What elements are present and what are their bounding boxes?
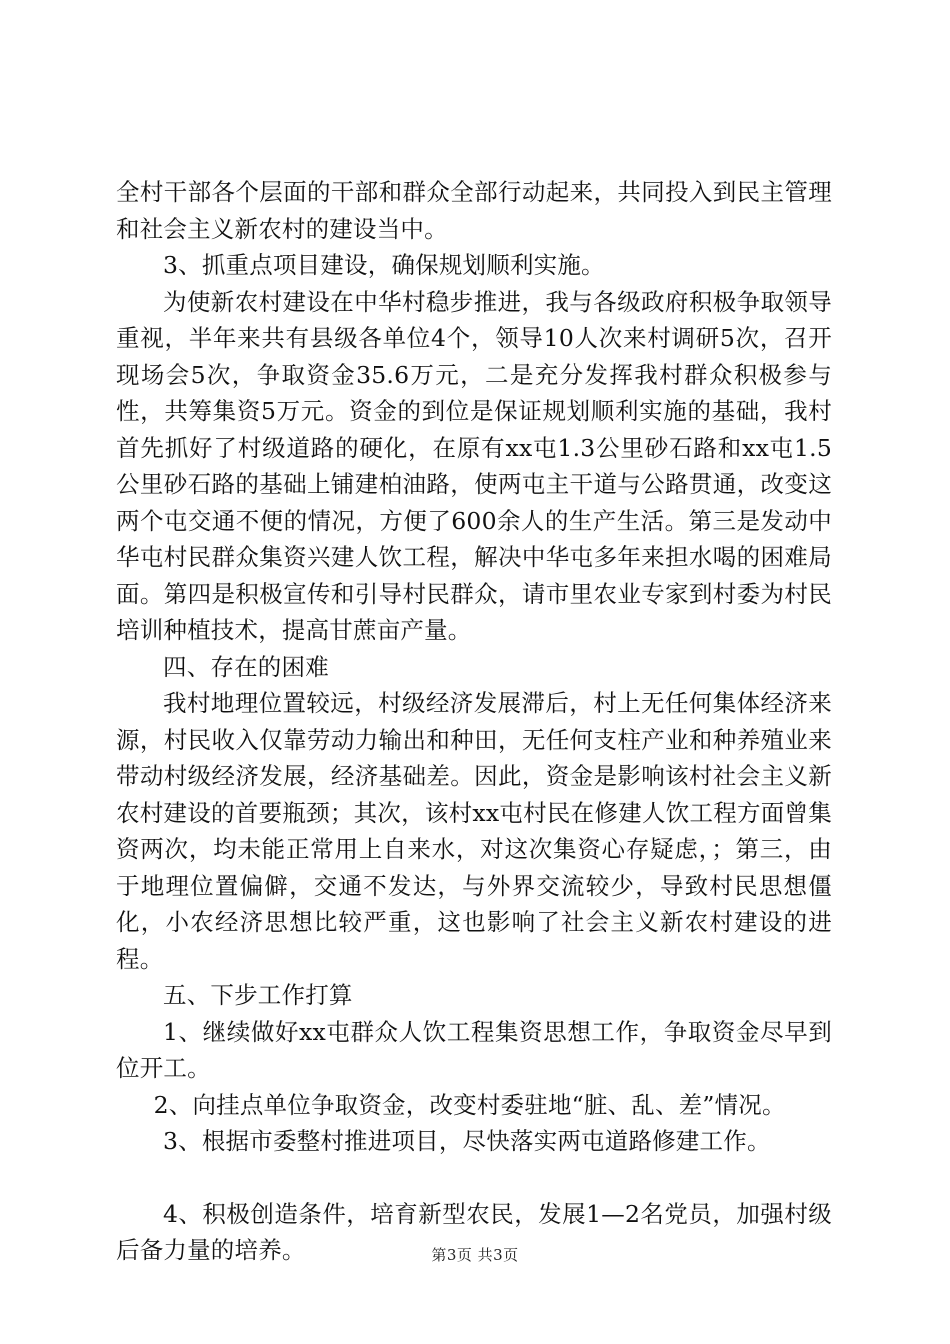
paragraph-project-construction: 为使新农村建设在中华村稳步推进，我与各级政府积极争取领导重视，半年来共有县级各单位4个，领导10人次来村调研5次，召开现场会5次，争取资金35.6万元，二是充分发挥我村群众积极参与性，共筹集资5万元。资金的到位是保证规划顺利实施的基础，我村首先抓好了村级道路的硬化，在原有xx屯1.3公里砂石路和xx屯1.5公里砂石路的基础上铺建柏油路，使两屯主干道与公路贯通，改变这两个屯交通不便的情况，方便了600余人的生产生活。第三是发动中华屯村民群众集资兴建人饮工程，解决中华屯多年来担水喝的困难局面。第四是积极宣传和引导村民群众，请市里农业专家到村委为村民培训种植技术，提高甘蔗亩产量。	[116, 287, 832, 644]
plan-item-4: 4、积极创造条件，培育新型农民，发展1—2名党员，加强村级后备力量的培养。	[116, 1199, 832, 1264]
section-item-3-heading: 3、抓重点项目建设，确保规划顺利实施。	[163, 251, 605, 279]
section-5-heading: 五、下步工作打算	[163, 981, 353, 1009]
section-4-heading: 四、存在的困难	[163, 652, 329, 681]
plan-item-2: 2、向挂点单位争取资金，改变村委驻地“脏、乱、差”情况。	[153, 1090, 786, 1119]
page-number-footer: 第3页 共3页	[431, 1246, 519, 1264]
paragraph-continuation: 全村干部各个层面的干部和群众全部行动起来，共同投入到民主管理和社会主义新农村的建设当中。	[116, 178, 832, 243]
document-body	[116, 174, 832, 1269]
plan-item-1: 1、继续做好xx屯群众人饮工程集资思想工作，争取资金尽早到位开工。	[116, 1017, 832, 1082]
paragraph-difficulties: 我村地理位置较远，村级经济发展滞后，村上无任何集体经济来源，村民收入仅靠劳动力输出和种田，无任何支柱产业和种养殖业来带动村级经济发展，经济基础差。因此，资金是影响该村社会主义新农村建设的首要瓶颈；其次，该村xx屯村民在修建人饮工程方面曾集资两次，均未能正常用上自来水，对这次集资心存疑虑，；第三，由于地理位置偏僻，交通不发达，与外界交流较少，导致村民思想僵化，小农经济思想比较严重，这也影响了社会主义新农村建设的进程。	[116, 689, 832, 973]
plan-item-3: 3、根据市委整村推进项目，尽快落实两屯道路修建工作。	[163, 1127, 771, 1155]
